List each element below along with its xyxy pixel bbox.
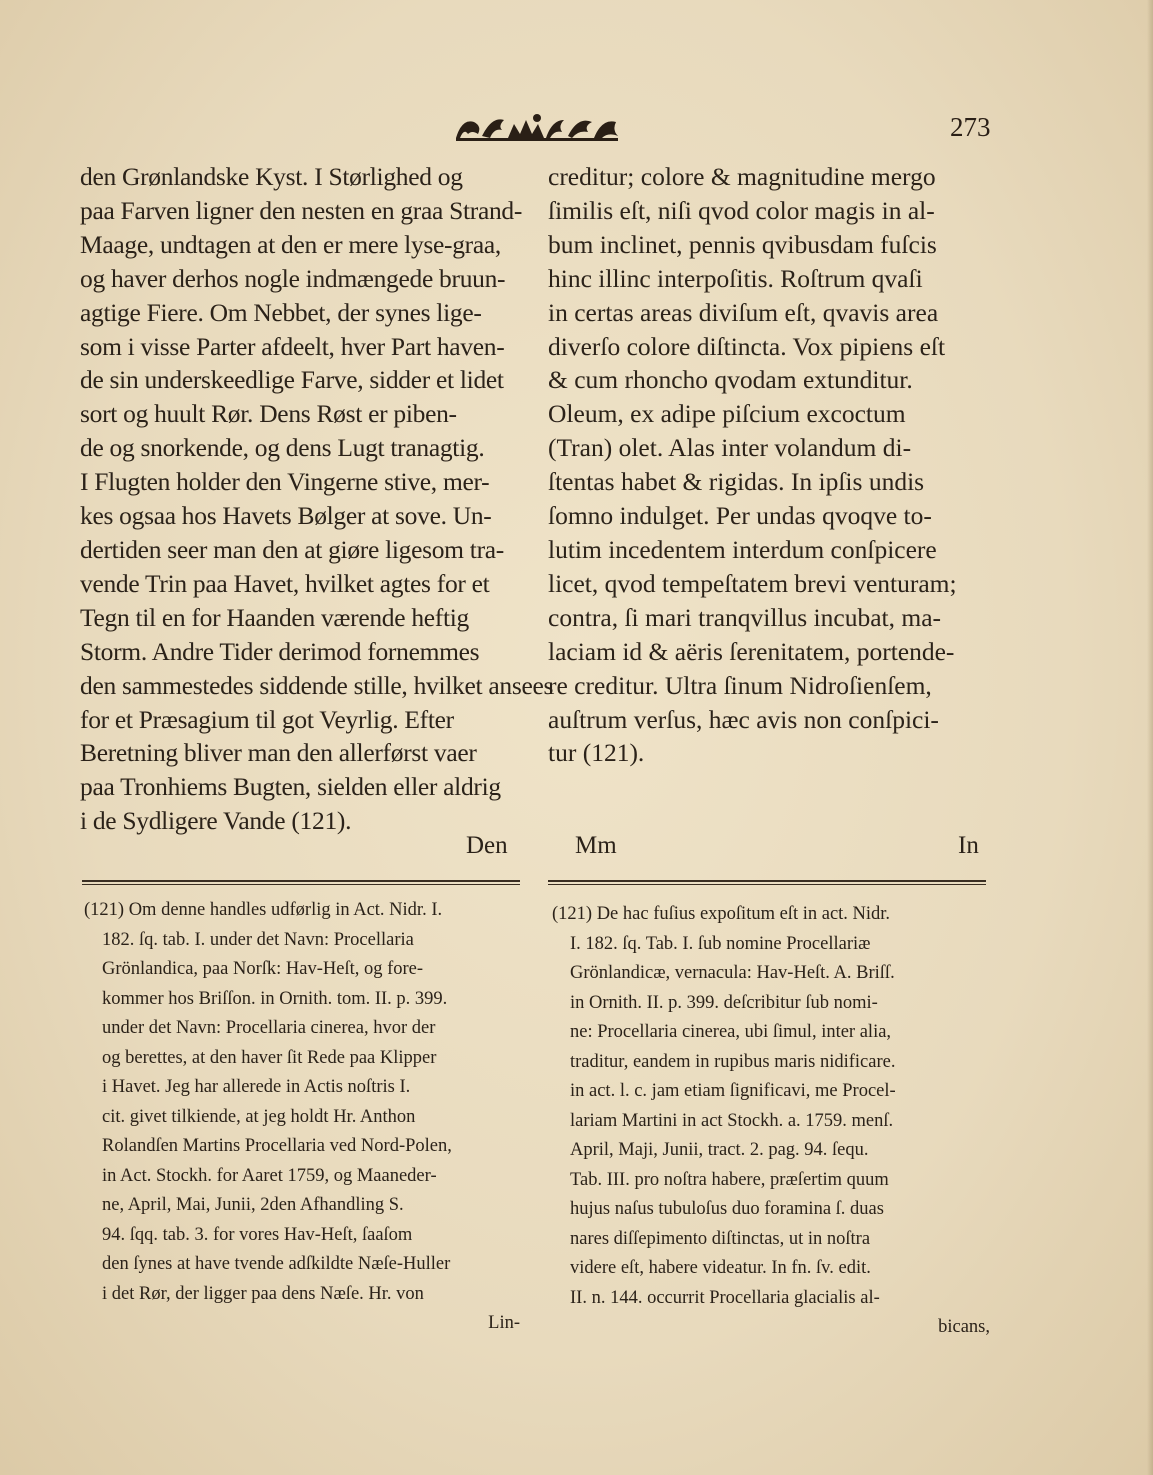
footnote-line: (121) Om denne handles udførlig in Act. Nidr. I. xyxy=(84,900,443,920)
footnote-line: Lin- xyxy=(488,1313,520,1333)
text-line: og haver derhos nogle indmængede bruun- xyxy=(80,263,506,293)
text-line: auſtrum verſus, hæc avis non conſpici- xyxy=(548,704,939,734)
signature-mark: Mm xyxy=(575,832,617,859)
footnote-line: II. n. 144. occurrit Procellaria glacialis al- xyxy=(570,1287,880,1308)
text-line: (Tran) olet. Alas inter volandum di- xyxy=(548,433,912,463)
text-line: agtige Fiere. Om Nebbet, der synes lige- xyxy=(80,297,482,327)
text-line: Tegn til en for Haanden værende heftig xyxy=(80,602,470,632)
catchword-left: Den xyxy=(466,832,508,859)
footnote-rule-left xyxy=(82,880,520,882)
footnote-right xyxy=(552,900,990,1343)
text-line: de og snorkende, og dens Lugt tranagtig. xyxy=(80,433,485,463)
text-line: tur (121). xyxy=(548,738,645,768)
text-line: laciam id & aëris ſerenitatem, portende- xyxy=(548,636,955,666)
footnote-line: den ſynes at have tvende adſkildte Næſe-Huller xyxy=(102,1254,451,1274)
footnote-left xyxy=(84,896,520,1339)
text-line: den sammestedes siddende stille, hvilket ansees xyxy=(80,670,554,700)
footnote-line: 94. ſqq. tab. 3. for vores Hav-Heſt, ſaaſom xyxy=(102,1224,413,1245)
footnote-line: i det Rør, der ligger paa dens Næſe. Hr. von xyxy=(102,1283,424,1304)
footnote-line: in Ornith. II. p. 399. deſcribitur ſub nomi- xyxy=(570,992,878,1013)
footnote-line: ne, April, Mai, Junii, 2den Afhandling S. xyxy=(102,1195,404,1215)
text-line: paa Tronhiems Bugten, sielden eller aldrig xyxy=(80,772,501,802)
text-line: bum inclinet, pennis qvibusdam fuſcis xyxy=(548,229,937,259)
footnote-rule-right-thin xyxy=(548,884,986,885)
footnote-line: 182. ſq. tab. I. under det Navn: Procellaria xyxy=(102,929,414,950)
text-line: in certas areas diviſum eſt, qvavis area xyxy=(548,297,939,327)
text-line: som i visse Parter afdeelt, hver Part haven- xyxy=(80,331,505,361)
text-line: for et Præsagium til got Veyrlig. Efter xyxy=(80,704,454,734)
left-column-text xyxy=(80,160,554,838)
text-line: i de Sydligere Vande (121). xyxy=(80,806,352,836)
footnote-line: Tab. III. pro noſtra habere, præſertim quum xyxy=(570,1169,889,1190)
footnote-line: traditur, eandem in rupibus maris nidificare. xyxy=(570,1051,896,1072)
ornament-headpiece-icon xyxy=(452,108,622,144)
footnote-rule-left-thin xyxy=(82,884,520,885)
footnote-line: Rolandſen Martins Procellaria ved Nord-Polen, xyxy=(102,1136,452,1156)
page-number: 273 xyxy=(950,112,991,142)
text-line: licet, qvod tempeſtatem brevi venturam; xyxy=(548,568,957,598)
footnote-line: nares diſſepimento diſtinctas, ut in noſtra xyxy=(570,1228,871,1249)
footnote-line: lariam Martini in act Stockh. a. 1759. menſ. xyxy=(570,1110,894,1131)
footnote-line: in Act. Stockh. for Aaret 1759, og Maaneder- xyxy=(102,1165,437,1186)
text-line: re creditur. Ultra ſinum Nidroſienſem, xyxy=(548,670,932,700)
text-line: den Grønlandske Kyst. I Størlighed og xyxy=(80,162,463,191)
footnote-line: ne: Procellaria cinerea, ubi ſimul, inter alia, xyxy=(570,1022,892,1042)
text-line: paa Farven ligner den nesten en graa Strand- xyxy=(80,195,523,225)
footnote-line: I. 182. ſq. Tab. I. ſub nomine Procellariæ xyxy=(570,933,871,954)
footnote-line: Grönlandicæ, vernacula: Hav-Heſt. A. Briſſ. xyxy=(570,963,895,983)
footnote-line: cit. givet tilkiende, at jeg holdt Hr. Anthon xyxy=(102,1106,416,1127)
text-line: & cum rhoncho qvodam extunditur. xyxy=(548,365,913,395)
catchword-right: In xyxy=(958,832,979,859)
text-line: sort og huult Rør. Dens Røst er piben- xyxy=(80,399,457,429)
page-edge-shadow xyxy=(1147,0,1153,1475)
footnote-line: hujus naſus tubuloſus duo foramina ſ. duas xyxy=(570,1199,884,1219)
text-line: diverſo colore diſtincta. Vox pipiens eſt xyxy=(548,331,946,361)
text-line: Oleum, ex adipe piſcium excoctum xyxy=(548,399,906,429)
text-line: I Flugten holder den Vingerne stive, mer- xyxy=(80,467,490,497)
footnote-line: videre eſt, habere videatur. In fn. ſv. edit. xyxy=(570,1258,871,1278)
text-line: ſimilis eſt, niſi qvod color magis in al- xyxy=(548,195,935,225)
text-line: Maage, undtagen at den er mere lyse-graa, xyxy=(80,229,501,259)
text-line: ſomno indulget. Per undas qvoqve to- xyxy=(548,501,932,531)
footnote-line: in act. l. c. jam etiam ſignificavi, me Procel- xyxy=(570,1081,896,1101)
footnote-line: April, Maji, Junii, tract. 2. pag. 94. ſequ. xyxy=(570,1140,869,1160)
text-line: lutim incedentem interdum conſpicere xyxy=(548,534,937,564)
footnote-line: under det Navn: Procellaria cinerea, hvor der xyxy=(102,1018,436,1038)
footnote-line: kommer hos Briſſon. in Ornith. tom. II. p. 399. xyxy=(102,988,448,1009)
text-line: contra, ſi mari tranqvillus incubat, ma- xyxy=(548,602,942,632)
text-line: de sin underskeedlige Farve, sidder et lidet xyxy=(80,365,504,395)
text-line: ſtentas habet & rigidas. In ipſis undis xyxy=(548,467,925,497)
text-line: Storm. Andre Tider derimod fornemmes xyxy=(80,636,480,666)
footnote-line: bicans, xyxy=(938,1317,990,1337)
footnote-line: (121) De hac fuſius expoſitum eſt in act. Nidr. xyxy=(552,904,891,924)
footnote-line: i Havet. Jeg har allerede in Actis noſtris I. xyxy=(102,1077,411,1097)
text-line: vende Trin paa Havet, hvilket agtes for et xyxy=(80,568,490,598)
text-line: hinc illinc interpoſitis. Roſtrum qvaſi xyxy=(548,263,923,293)
footnote-line: og berettes, at den haver ſit Rede paa Klipper xyxy=(102,1047,437,1068)
right-column-text xyxy=(548,160,994,770)
text-line: Beretning bliver man den allerførst vaer xyxy=(80,738,477,768)
text-line: kes ogsaa hos Havets Bølger at sove. Un- xyxy=(80,501,492,531)
text-line: creditur; colore & magnitudine mergo xyxy=(548,162,936,191)
footnote-line: Grönlandica, paa Norſk: Hav-Heſt, og fore- xyxy=(102,959,424,979)
footnote-rule-right xyxy=(548,880,986,882)
text-line: dertiden seer man den at giøre ligesom tra- xyxy=(80,534,504,564)
